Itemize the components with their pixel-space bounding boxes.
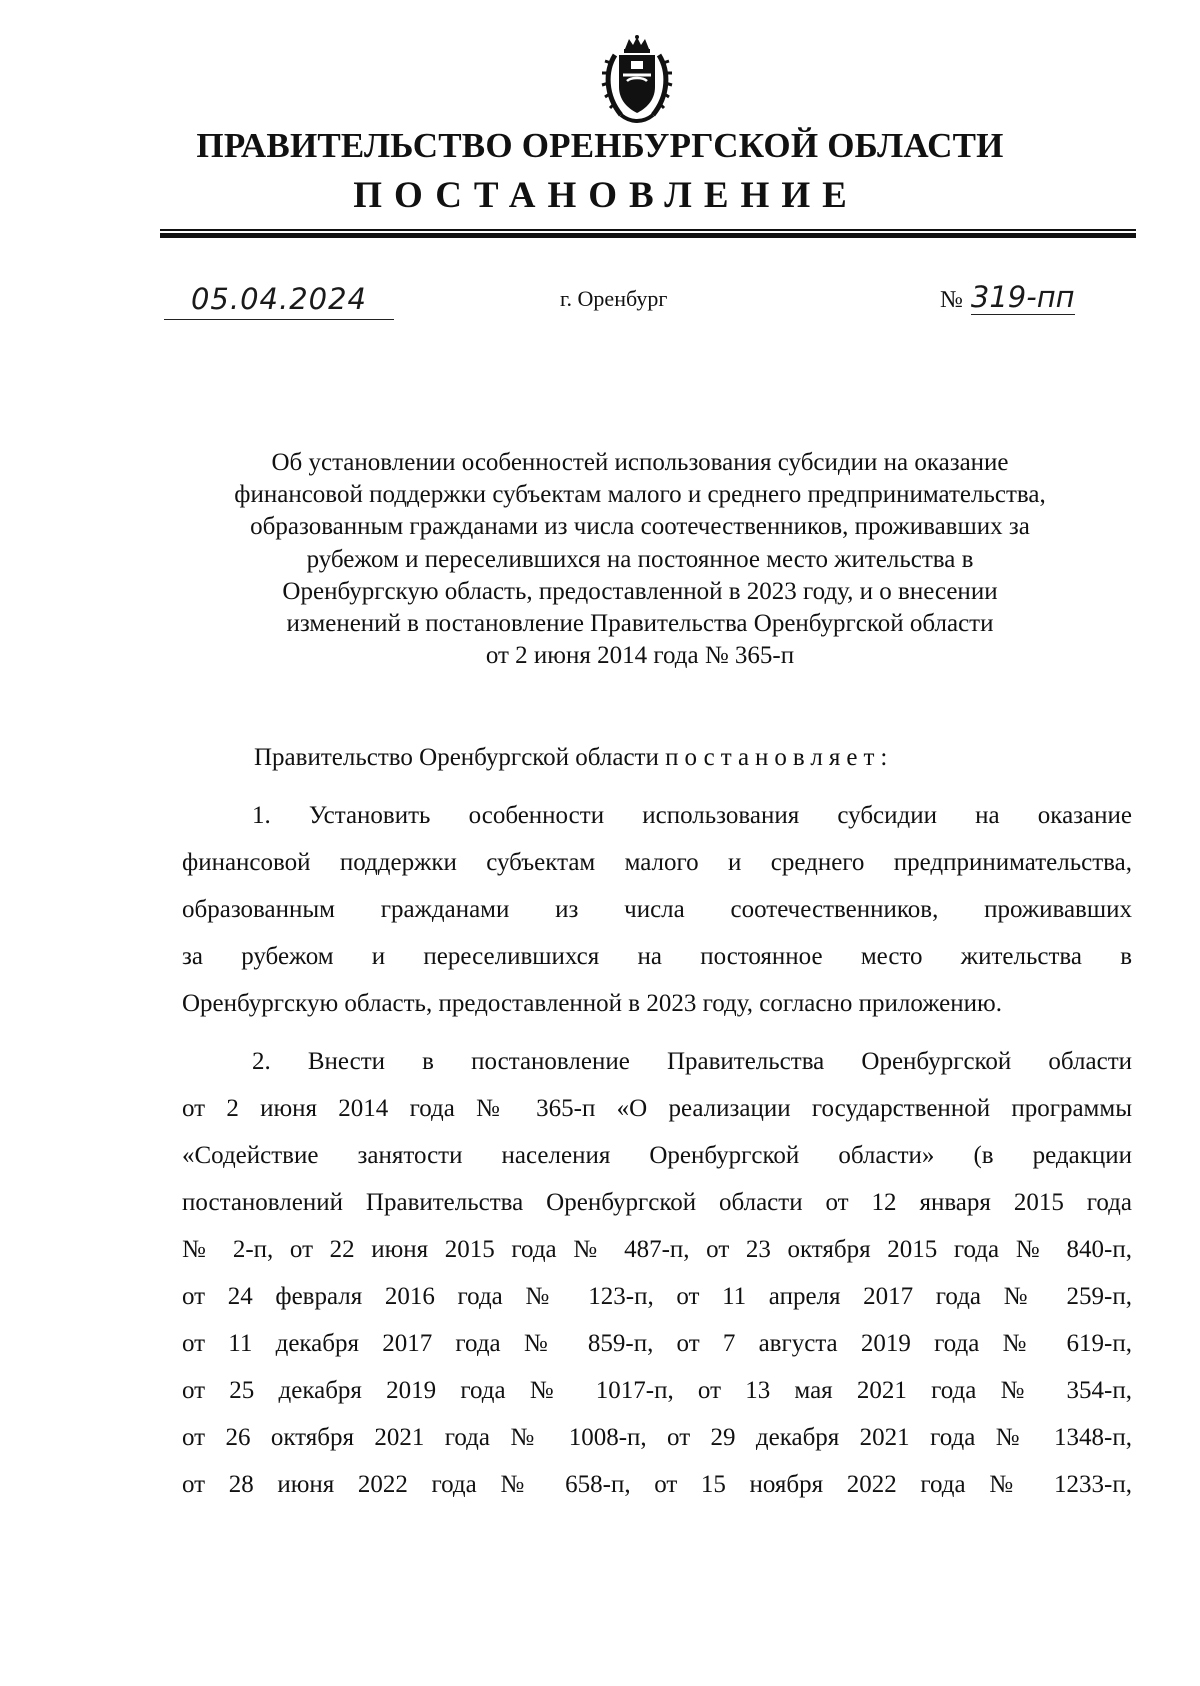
paragraph-line: 1. Установить особенности использования субсидии на оказание <box>252 802 1132 829</box>
paragraph-line: от 28 июня 2022 года № 658-п, от 15 ноября 2022 года № 1233-п, <box>182 1471 1132 1498</box>
paragraph-line: от 2 июня 2014 года № 365-п «О реализации государственной программы <box>182 1095 1132 1122</box>
paragraph-line: 2. Внести в постановление Правительства Оренбургской области <box>252 1048 1132 1075</box>
number-sign: № <box>940 287 963 313</box>
header-divider-thin <box>160 229 1136 231</box>
coat-of-arms-icon <box>601 35 673 125</box>
title-line: Об установлении особенностей использования субсидии на оказание <box>271 449 1009 476</box>
document-type: ПОСТАНОВЛЕНИЕ <box>353 175 859 216</box>
paragraph-line: финансовой поддержки субъектам малого и среднего предпринимательства, <box>182 849 1132 876</box>
title-line: изменений в постановление Правительства Оренбургской области <box>286 610 994 638</box>
paragraph-1 <box>182 792 1132 1027</box>
document-number-block <box>940 280 1075 315</box>
document-date: 05.04.2024 <box>164 279 394 320</box>
decree-subject: Правительство Оренбургской области <box>254 744 659 771</box>
header-divider-thick <box>160 233 1136 238</box>
paragraph-line: № 2-п, от 22 июня 2015 года № 487-п, от 23 октября 2015 года № 840-п, <box>182 1236 1132 1263</box>
paragraph-line: от 24 февраля 2016 года № 123-п, от 11 апреля 2017 года № 259-п, <box>182 1283 1132 1310</box>
paragraph-line: образованным гражданами из числа соотечественников, проживавших <box>182 896 1132 923</box>
title-line: образованным гражданами из числа соотечественников, проживавших за <box>250 513 1030 541</box>
paragraph-2 <box>182 1038 1132 1508</box>
paragraph-line: за рубежом и переселившихся на постоянное место жительства в <box>182 943 1132 970</box>
decree-verb: постановляет: <box>665 744 894 771</box>
document-city: г. Оренбург <box>560 286 668 311</box>
title-line: финансовой поддержки субъектам малого и среднего предпринимательства, <box>234 481 1046 509</box>
title-line: от 2 июня 2014 года № 365-п <box>485 642 795 670</box>
decree-intro <box>254 744 893 772</box>
paragraph-line: от 26 октября 2021 года № 1008-п, от 29 декабря 2021 года № 1348-п, <box>182 1424 1132 1451</box>
title-line: Оренбургскую область, предоставленной в 2023 году, и о внесении <box>282 577 998 605</box>
document-title <box>190 447 1090 672</box>
paragraph-line: постановлений Правительства Оренбургской области от 12 января 2015 года <box>182 1189 1132 1216</box>
organization-name: ПРАВИТЕЛЬСТВО ОРЕНБУРГСКОЙ ОБЛАСТИ <box>196 126 1004 165</box>
title-line: рубежом и переселившихся на постоянное место жительства в <box>306 545 974 573</box>
paragraph-line: «Содействие занятости населения Оренбургской области» (в редакции <box>182 1142 1132 1169</box>
document-number: 319-пп <box>970 280 1075 314</box>
paragraph-line: от 11 декабря 2017 года № 859-п, от 7 августа 2019 года № 619-п, <box>182 1330 1132 1357</box>
paragraph-line: Оренбургскую область, предоставленной в 2023 году, согласно приложению. <box>182 990 1002 1017</box>
paragraph-line: от 25 декабря 2019 года № 1017-п, от 13 мая 2021 года № 354-п, <box>182 1377 1132 1404</box>
